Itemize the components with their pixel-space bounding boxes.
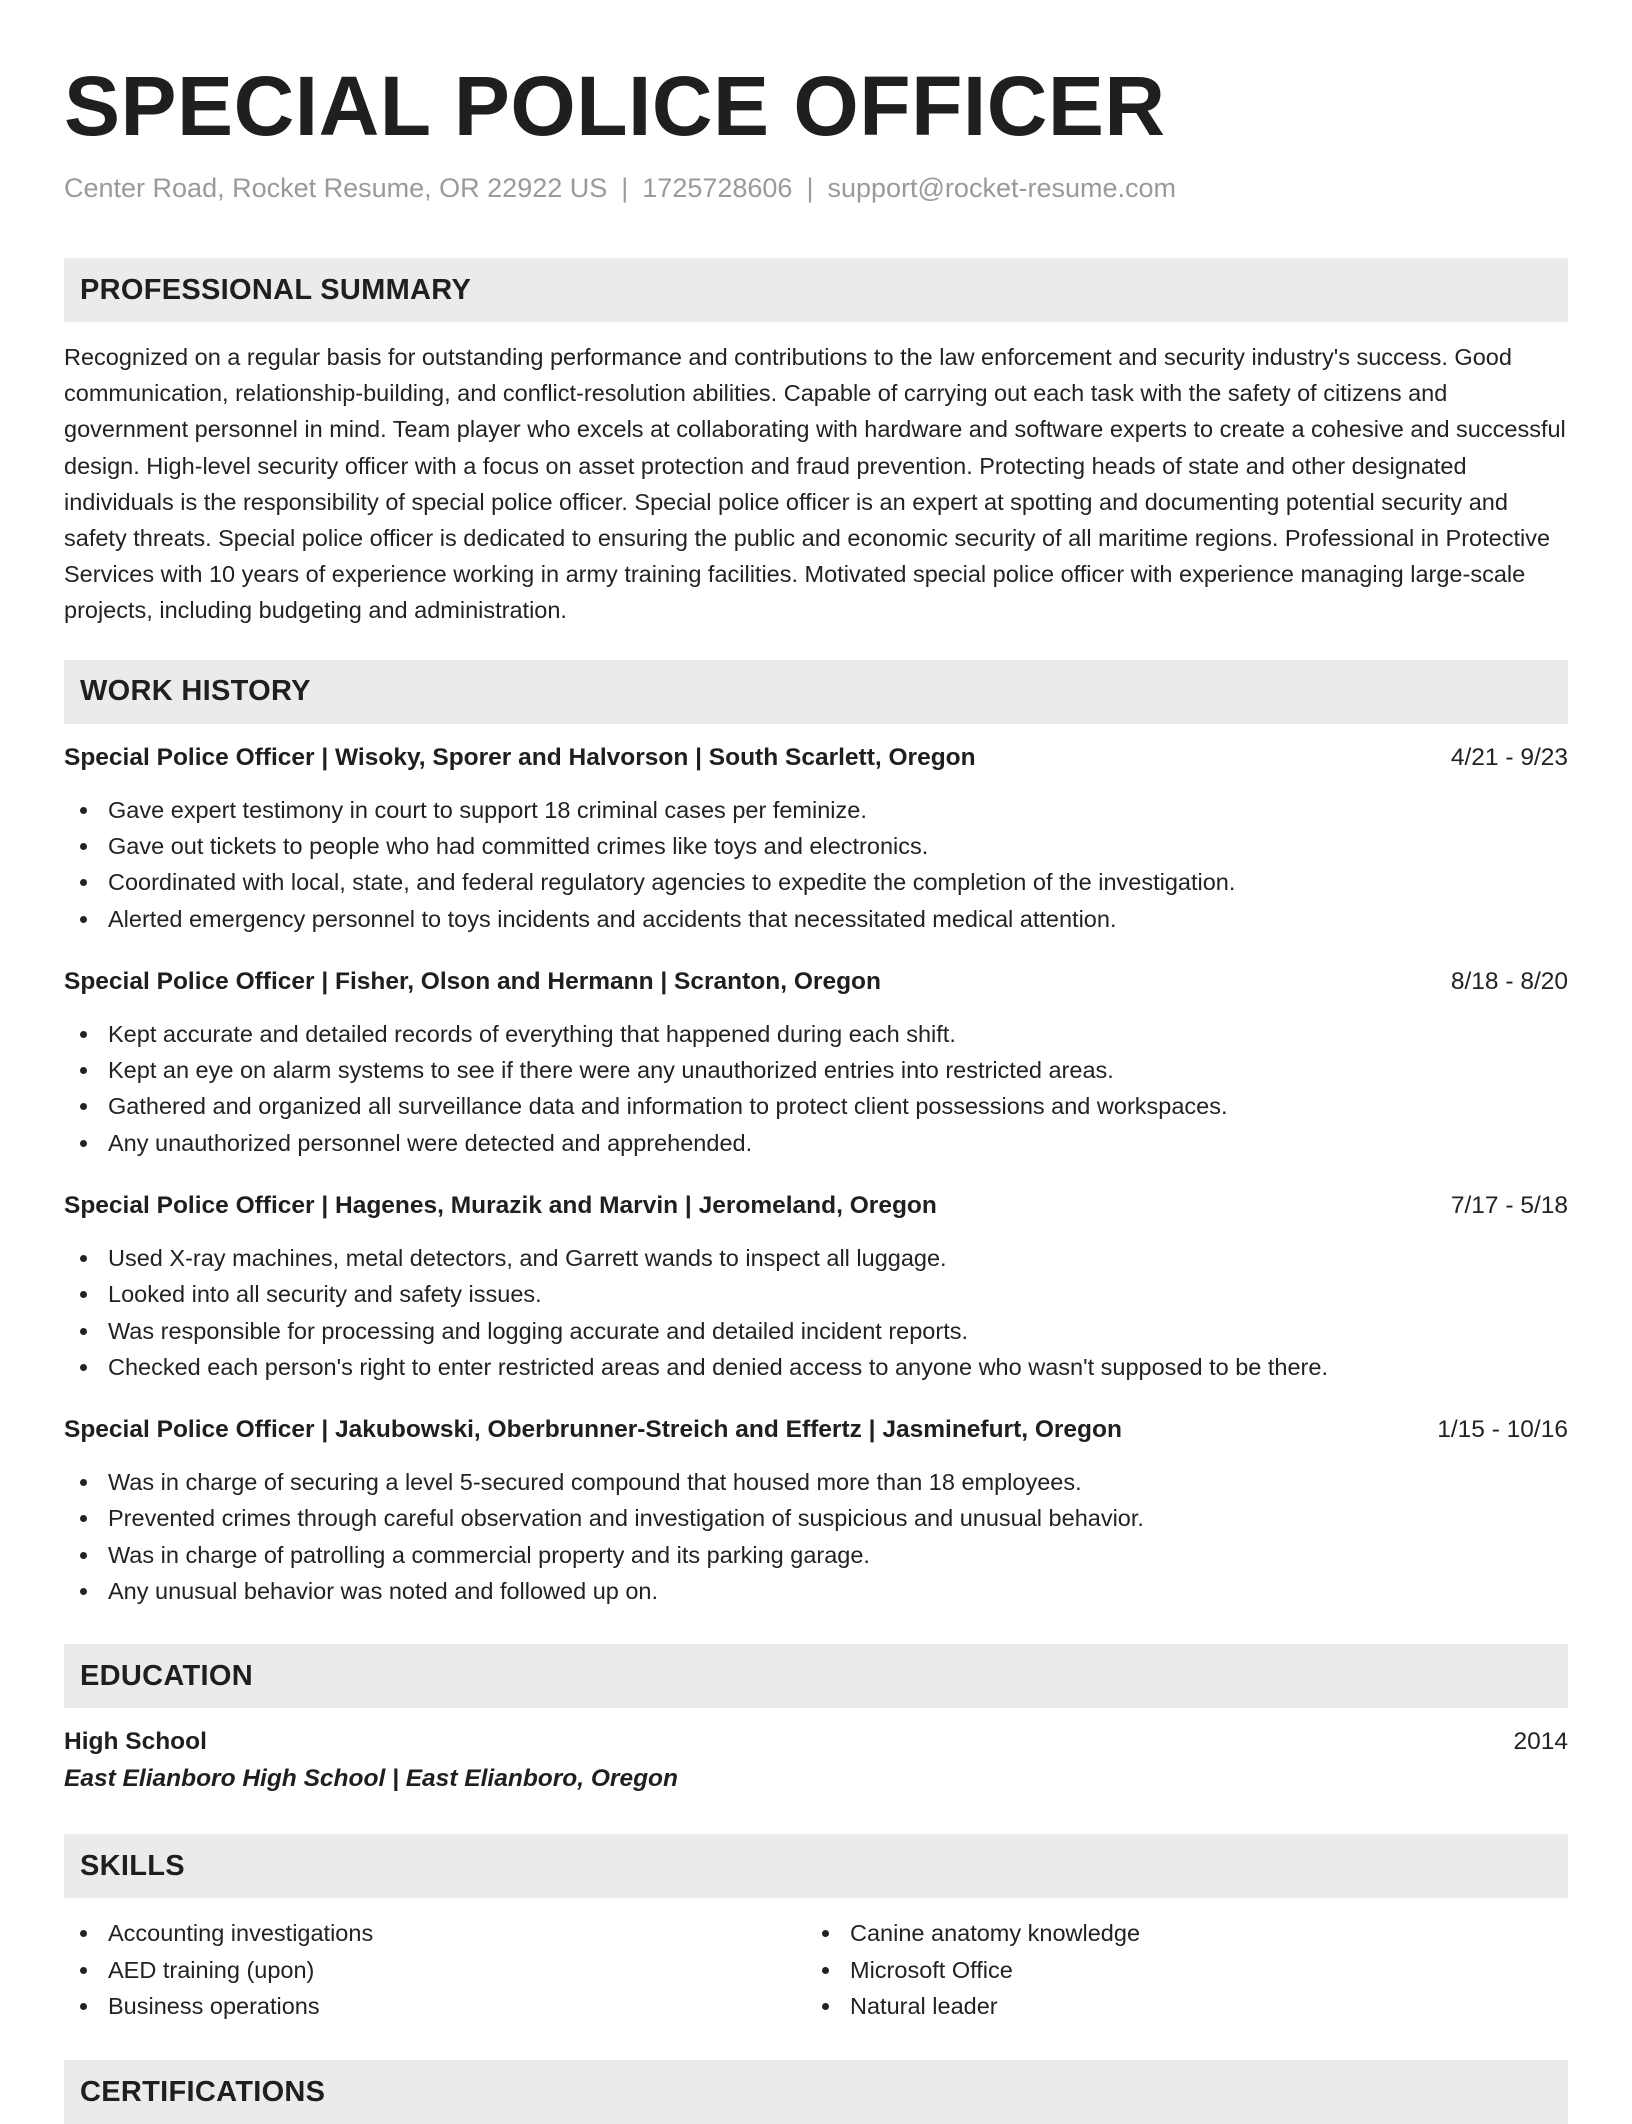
education-year: 2014 <box>1513 1728 1568 1756</box>
job-bullet: Was in charge of securing a level 5-secured compound that housed more than 18 employees. <box>64 1464 1568 1500</box>
job-title: Special Police Officer | Jakubowski, Oberbrunner-Streich and Effertz | Jasminefurt, Oregon <box>64 1416 1122 1444</box>
education-entry <box>64 1724 1568 1760</box>
job-bullet: Any unauthorized personnel were detected and apprehended. <box>64 1125 1568 1161</box>
section-header-skills: SKILLS <box>64 1834 1568 1898</box>
contact-address: Center Road, Rocket Resume, OR 22922 US <box>64 173 608 203</box>
job-entry <box>64 1412 1568 1609</box>
contact-phone: 1725728606 <box>642 173 793 203</box>
education-school: East Elianboro High School | East Elianboro, Oregon <box>64 1765 678 1793</box>
resume-page <box>64 56 1568 2124</box>
contact-separator: | <box>806 173 814 203</box>
contact-separator: | <box>621 173 629 203</box>
job-bullet: Alerted emergency personnel to toys incidents and accidents that necessitated medical attention. <box>64 901 1568 937</box>
education-degree: High School <box>64 1728 207 1756</box>
job-dates: 4/21 - 9/23 <box>1450 743 1568 771</box>
job-entry <box>64 740 1568 937</box>
job-dates: 8/18 - 8/20 <box>1450 967 1568 995</box>
job-bullets <box>64 1016 1568 1161</box>
job-bullet: Was in charge of patrolling a commercial property and its parking garage. <box>64 1537 1568 1573</box>
resume-name: SPECIAL POLICE OFFICER <box>64 59 1166 153</box>
job-header <box>64 1412 1568 1448</box>
section-header-certifications: CERTIFICATIONS <box>64 2060 1568 2124</box>
job-bullet: Coordinated with local, state, and federal regulatory agencies to expedite the completion of the investigation. <box>64 864 1568 900</box>
job-dates: 1/15 - 10/16 <box>1437 1416 1568 1444</box>
job-title: Special Police Officer | Wisoky, Sporer and Halvorson | South Scarlett, Oregon <box>64 743 976 771</box>
job-bullet: Gathered and organized all surveillance data and information to protect client possessions and workspaces. <box>64 1088 1568 1124</box>
section-header-work-history: WORK HISTORY <box>64 660 1568 724</box>
skills-list <box>64 1915 1568 2024</box>
skill-item: Canine anatomy knowledge <box>806 1915 1548 1951</box>
skill-item: AED training (upon) <box>64 1952 806 1988</box>
job-title: Special Police Officer | Hagenes, Murazik and Marvin | Jeromeland, Oregon <box>64 1192 937 1219</box>
job-entry <box>64 1188 1568 1385</box>
skills-column-left <box>64 1915 806 2024</box>
section-header-education: EDUCATION <box>64 1644 1568 1708</box>
job-bullet: Checked each person's right to enter restricted areas and denied access to anyone who wasn't supposed to be there. <box>64 1349 1568 1385</box>
contact-line <box>64 170 1568 206</box>
job-bullet: Kept an eye on alarm systems to see if there were any unauthorized entries into restricted areas. <box>64 1052 1568 1088</box>
job-bullet: Gave expert testimony in court to support 18 criminal cases per feminize. <box>64 792 1568 828</box>
job-bullet: Looked into all security and safety issues. <box>64 1276 1568 1312</box>
job-bullet: Kept accurate and detailed records of everything that happened during each shift. <box>64 1016 1568 1052</box>
job-bullet: Any unusual behavior was noted and followed up on. <box>64 1573 1568 1609</box>
summary-text: Recognized on a regular basis for outstanding performance and contributions to the law enforcement and security industry's success. Good communication, relationship-building, and conflict-resolution abilities. Capable of carrying out each task with the safety of citizens and government personnel in mind. Team player who excels at collaborating with hardware and software experts to create a cohesive and successful design. High-level security officer with a focus on asset protection and fraud prevention. Protecting heads of state and other designated individuals is the responsibility of special police officer. Special police officer is an expert at spotting and documenting potential security and safety threats. Special police officer is dedicated to ensuring the public and economic security of all maritime regions. Professional in Protective Services with 10 years of experience working in army training facilities. Motivated special police officer with experience managing large-scale projects, including budgeting and administration. <box>64 344 1566 624</box>
job-title: Special Police Officer | Fisher, Olson and Hermann | Scranton, Oregon <box>64 967 881 995</box>
skill-item: Business operations <box>64 1988 806 2024</box>
skill-item: Natural leader <box>806 1988 1548 2024</box>
job-bullets <box>64 792 1568 937</box>
job-bullet: Gave out tickets to people who had committed crimes like toys and electronics. <box>64 828 1568 864</box>
job-header <box>64 740 1568 776</box>
section-header-summary: PROFESSIONAL SUMMARY <box>64 258 1568 322</box>
job-bullet: Was responsible for processing and logging accurate and detailed incident reports. <box>64 1313 1568 1349</box>
job-header <box>64 964 1568 1000</box>
job-dates: 7/17 - 5/18 <box>1450 1192 1568 1219</box>
job-header <box>64 1188 1568 1224</box>
skill-item: Microsoft Office <box>806 1952 1548 1988</box>
job-bullet: Used X-ray machines, metal detectors, and Garrett wands to inspect all luggage. <box>64 1240 1568 1276</box>
job-bullets <box>64 1464 1568 1609</box>
job-bullets <box>64 1240 1568 1385</box>
skill-item: Accounting investigations <box>64 1915 806 1951</box>
job-bullet: Prevented crimes through careful observation and investigation of suspicious and unusual behavior. <box>64 1500 1568 1536</box>
job-entry <box>64 964 1568 1161</box>
skills-column-right <box>806 1915 1548 2024</box>
contact-email: support@rocket-resume.com <box>827 173 1176 203</box>
